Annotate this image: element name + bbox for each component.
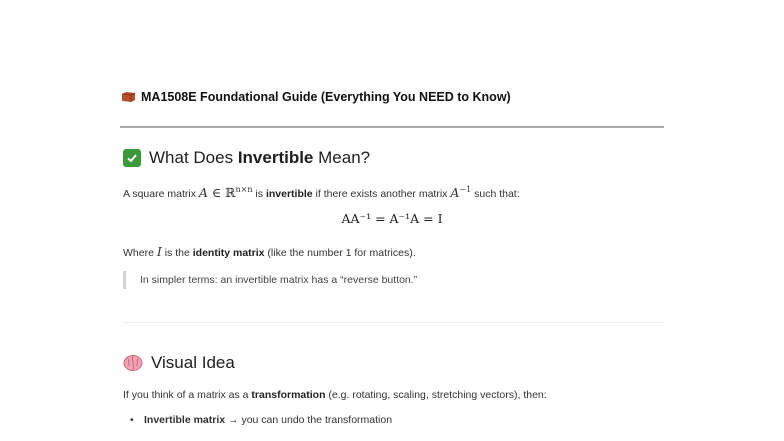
section-heading-visual-idea: [123, 351, 235, 375]
document-title: [121, 88, 511, 106]
bullet-icon: •: [130, 414, 134, 426]
heading-text: What Does Invertible Mean?: [149, 148, 371, 167]
section-heading-invertible: [123, 146, 370, 170]
identity-paragraph: Where I is the identity matrix (like the number 1 for matrices).: [123, 244, 416, 259]
transformation-paragraph: If you think of a matrix as a transformation (e.g. rotating, scaling, stretching vectors), then:: [123, 389, 547, 401]
inverse-equation: AA⁻¹ = A⁻¹A = I: [341, 211, 443, 226]
blockquote: In simpler terms: an invertible matrix has a “reverse button.”: [123, 271, 417, 289]
title-divider: [120, 126, 664, 128]
brain-icon: [123, 354, 143, 372]
check-mark-icon: [123, 149, 141, 167]
document-title-text: MA1508E Foundational Guide (Everything You NEED to Know): [141, 90, 511, 104]
heading-text: Visual Idea: [151, 353, 235, 372]
brick-icon: [121, 91, 136, 103]
definition-paragraph: A square matrix A ∈ ℝ$^{n\times n}$ is invertible if there exists another matrix $A^{-1}$ such that:: [123, 185, 520, 200]
section-divider: [123, 322, 663, 323]
list-item: • Invertible matrix → you can undo the transformation: [130, 414, 393, 426]
